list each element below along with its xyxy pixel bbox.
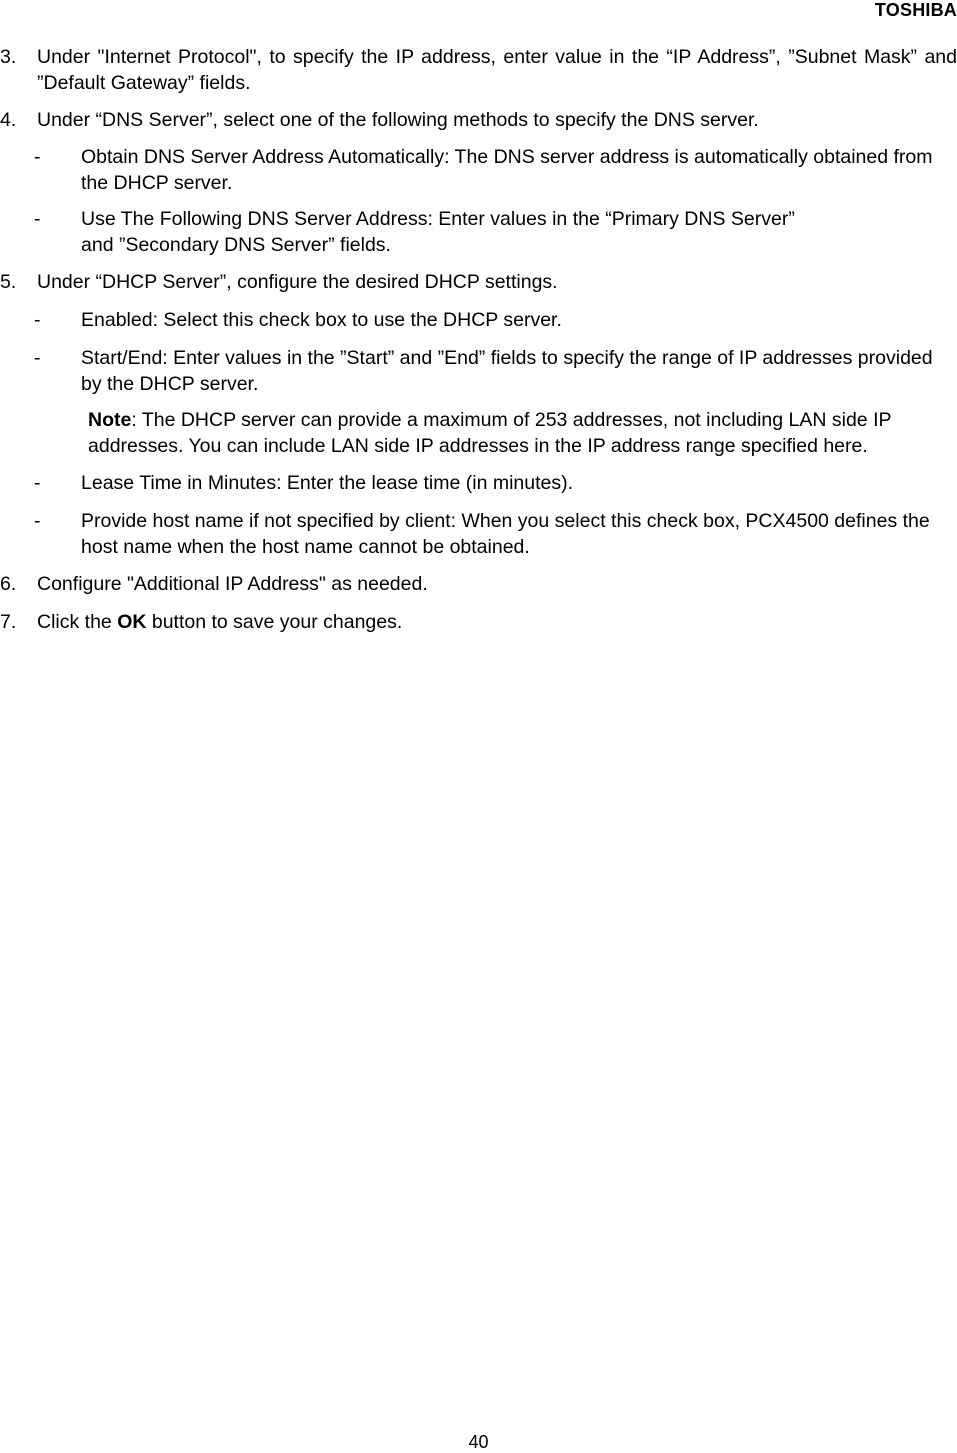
bullet-dash: - [34, 472, 41, 494]
bullet-dash: - [34, 208, 41, 230]
step-text [37, 609, 957, 635]
ok-button-label: OK [117, 611, 147, 633]
document-body [0, 44, 957, 635]
step-text: Under “DNS Server”, select one of the following methods to specify the DNS server. [37, 109, 759, 131]
step-4 [0, 107, 957, 133]
dns-option-manual [0, 206, 957, 258]
option-text: Provide host name if not specified by client: When you select this check box, PCX4500 defines the host name when the host name cannot be obtained. [81, 510, 930, 558]
step-3 [0, 44, 957, 96]
step-number: 3. [0, 46, 17, 68]
step-text: Under “DHCP Server”, configure the desired DHCP settings. [37, 271, 558, 293]
note-label: Note [88, 409, 132, 431]
option-text-line2: and ”Secondary DNS Server” fields. [81, 234, 391, 256]
bullet-dash: - [34, 347, 41, 369]
step-number: 4. [0, 109, 17, 131]
step-text: Configure "Additional IP Address" as needed. [37, 573, 428, 595]
bullet-dash: - [34, 146, 41, 168]
dhcp-option-lease-time [0, 470, 957, 496]
step-number: 5. [0, 271, 17, 293]
bullet-dash: - [34, 309, 41, 331]
step-text-before: Click the [37, 611, 118, 633]
option-text: Start/End: Enter values in the ”Start” and ”End” fields to specify the range of IP addresses provided by the DHCP server. [81, 347, 933, 395]
step-7 [0, 609, 957, 635]
dns-option-automatic [0, 144, 957, 196]
dhcp-option-host-name [0, 508, 957, 560]
dhcp-option-start-end [0, 345, 957, 397]
bullet-dash: - [34, 510, 41, 532]
step-number: 7. [0, 611, 17, 633]
step-text-after: button to save your changes. [146, 611, 403, 633]
step-6 [0, 571, 957, 597]
option-text: Enabled: Select this check box to use the DHCP server. [81, 309, 562, 331]
option-text-line1: Use The Following DNS Server Address: Enter values in the “Primary DNS Server” [81, 208, 795, 230]
option-text: Lease Time in Minutes: Enter the lease time (in minutes). [81, 472, 574, 494]
option-text: Obtain DNS Server Address Automatically: The DNS server address is automatically obtained from the DHCP server. [81, 146, 933, 194]
dhcp-option-enabled [0, 307, 957, 333]
step-number: 6. [0, 573, 17, 595]
dhcp-note [0, 407, 957, 459]
note-text: : The DHCP server can provide a maximum of 253 addresses, not including LAN side IP addresses. You can include LAN side IP addresses in the IP address range specified here. [88, 409, 892, 457]
page-number: 40 [468, 1432, 489, 1452]
step-5 [0, 269, 957, 295]
brand-logo-text: TOSHIBA [874, 0, 957, 20]
step-text: Under "Internet Protocol", to specify the IP address, enter value in the “IP Address”, ”Subnet Mask” and ”Default Gateway” fields. [37, 46, 957, 94]
